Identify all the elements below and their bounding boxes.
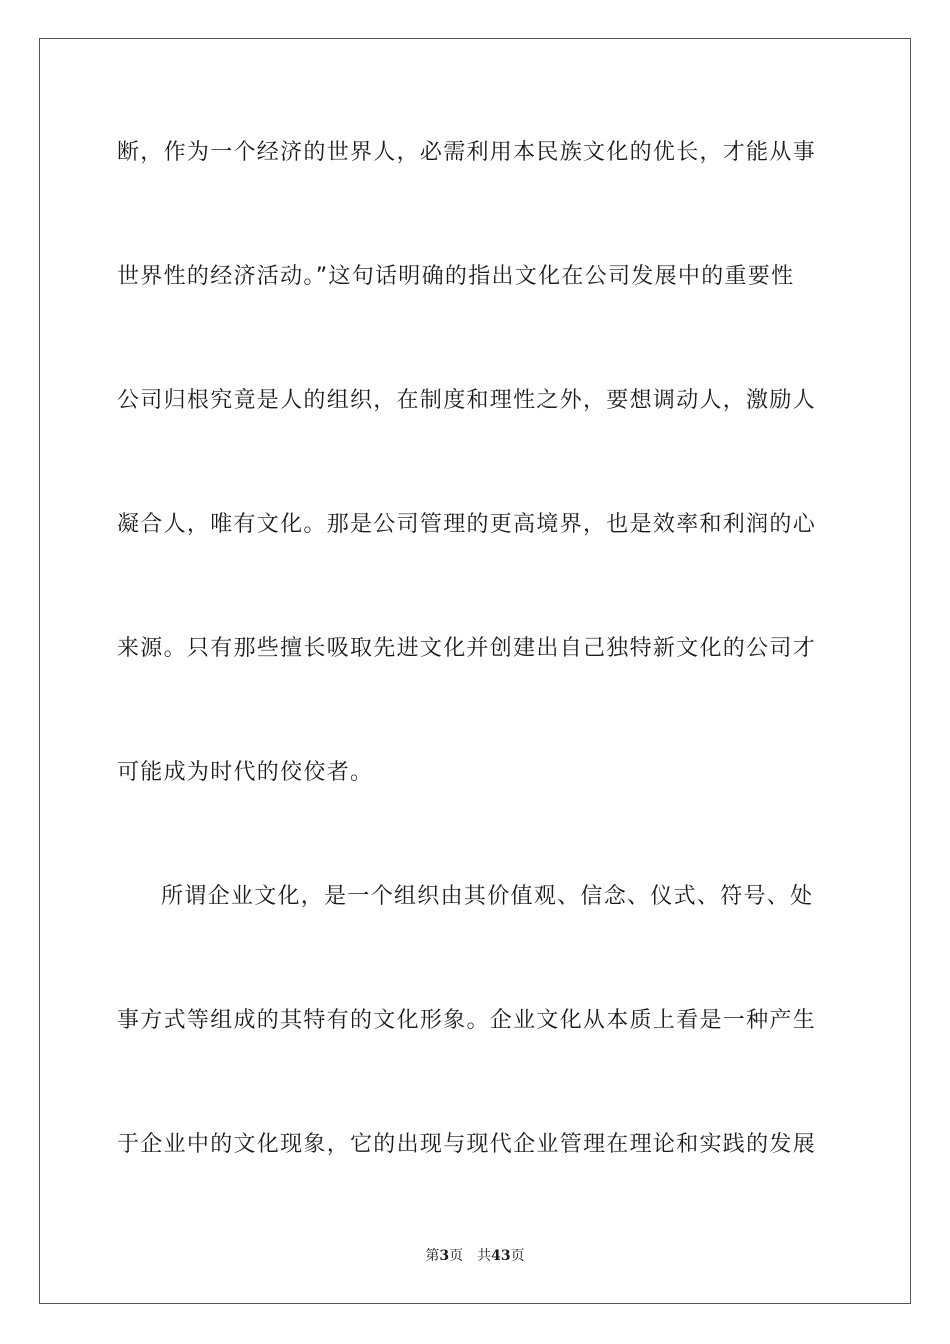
text-line: 凝合人，唯有文化。那是公司管理的更高境界，也是效率和利润的心 [117,512,817,537]
text-line: 断，作为一个经济的世界人，必需利用本民族文化的优长，才能从事 [117,140,817,165]
page-footer [0,1247,950,1265]
text-line: 公司归根究竟是人的组织，在制度和理性之外，要想调动人，激励人 [117,388,817,413]
page-indicator: 第3页 [425,1248,464,1264]
text-line: 事方式等组成的其特有的文化形象。企业文化从本质上看是一种产生 [117,1008,817,1033]
text-line: 于企业中的文化现象，它的出现与现代企业管理在理论和实践的发展 [117,1132,817,1157]
page-number: 3 [439,1248,450,1264]
text-line: 来源。只有那些擅长吸取先进文化并创建出自己独特新文化的公司才 [117,636,817,661]
total-pages: 43 [491,1248,511,1264]
text-line: 世界性的经济活动。”这句话明确的指出文化在公司发展中的重要性 [117,264,795,289]
paragraph-first-line: 所谓企业文化，是一个组织由其价值观、信念、仪式、符号、处 [161,884,814,909]
page-border [39,38,911,1304]
text-line: 可能成为时代的佼佼者。 [117,760,374,785]
total-pages-indicator: 共43页 [477,1248,525,1264]
